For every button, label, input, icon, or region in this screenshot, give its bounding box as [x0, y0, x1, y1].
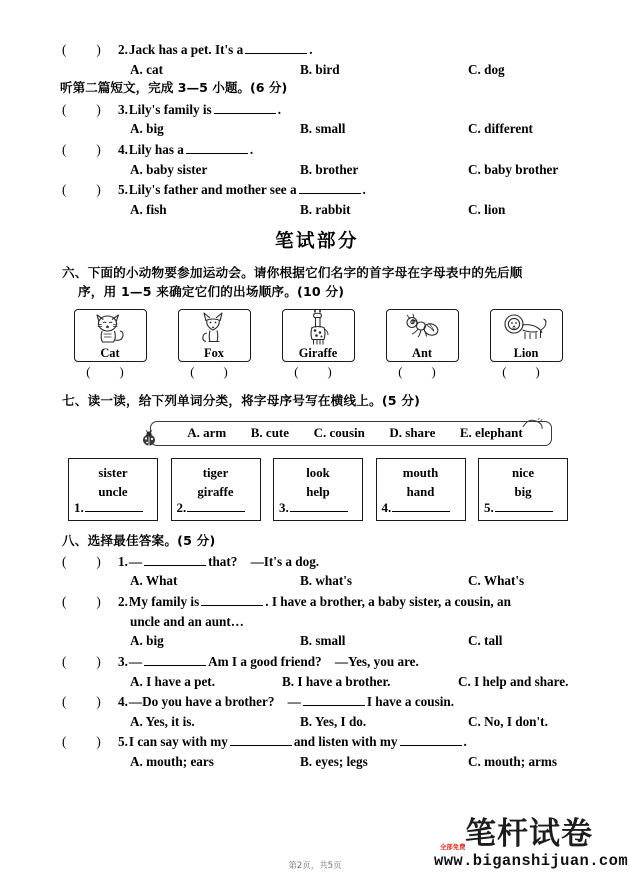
- options-row: [62, 63, 572, 76]
- category-number: 3.: [279, 499, 289, 515]
- question-number: 3.: [118, 653, 128, 669]
- question-stem: My family is: [128, 594, 200, 609]
- option-a[interactable]: A. Yes, it is.: [130, 713, 195, 729]
- option-c[interactable]: C. lion: [468, 201, 506, 217]
- category-box: [68, 458, 158, 521]
- options-row: [62, 715, 572, 728]
- option-a[interactable]: A. cat: [130, 61, 163, 77]
- animal-card-lion[interactable]: [490, 309, 563, 362]
- answer-blank[interactable]: [186, 142, 248, 154]
- question-stem-mid: and listen with my: [293, 734, 398, 750]
- question-stem-end: .: [277, 101, 281, 117]
- category-box-strip: [62, 458, 572, 521]
- option-a[interactable]: A. big: [130, 121, 164, 137]
- question-row: [62, 735, 572, 749]
- listening-instruction: 听第二篇短文，完成 3—5 小题。(6 分): [60, 80, 288, 96]
- category-word: giraffe: [197, 484, 234, 499]
- animal-label: Giraffe: [298, 345, 338, 360]
- ant-illustration-icon: [387, 310, 458, 347]
- question-row: [62, 594, 572, 608]
- option-a[interactable]: A. I have a pet.: [130, 673, 215, 689]
- question-stem: Lily's father and mother see a: [128, 182, 297, 198]
- answer-bracket[interactable]: ( ): [62, 734, 101, 750]
- category-word: look: [306, 465, 330, 480]
- question-number: 2.: [118, 41, 128, 57]
- answer-blank[interactable]: [214, 102, 276, 114]
- category-word: sister: [98, 465, 128, 480]
- giraffe-illustration-icon: [283, 310, 354, 347]
- question-number: 4.: [118, 694, 128, 710]
- section6-instruction-line1: 六、下面的小动物要参加运动会。请你根据它们名字的首字母在字母表中的先后顺: [62, 264, 523, 280]
- ribbon-tail-icon: [522, 418, 544, 430]
- option-b[interactable]: B. brother: [300, 161, 359, 177]
- option-c[interactable]: C. I help and share.: [458, 673, 569, 689]
- question-stem: I can say with my: [128, 734, 228, 750]
- option-b[interactable]: B. eyes; legs: [300, 754, 368, 770]
- animal-item: [484, 309, 568, 380]
- category-answer[interactable]: [382, 500, 451, 516]
- answer-bracket[interactable]: ( ): [62, 41, 101, 57]
- page-number-footer: 第2页，共5页: [288, 861, 342, 871]
- option-c[interactable]: C. dog: [468, 61, 505, 77]
- cat-illustration-icon: [75, 310, 146, 347]
- answer-blank[interactable]: [245, 42, 307, 54]
- question-stem-end: .: [362, 182, 366, 198]
- options-row: [62, 634, 572, 647]
- section8-instruction: 八、选择最佳答案。(5 分): [62, 532, 216, 548]
- option-b[interactable]: B. I have a brother.: [282, 673, 391, 689]
- answer-blank[interactable]: [144, 554, 206, 566]
- question-stem: —: [128, 553, 143, 569]
- word-bank-option-a[interactable]: A. arm: [187, 425, 227, 441]
- option-c[interactable]: C. tall: [468, 633, 503, 649]
- written-part-title: 笔试部分: [274, 230, 359, 252]
- answer-bracket[interactable]: ( ): [62, 653, 101, 669]
- question-row: [62, 654, 572, 668]
- answer-bracket[interactable]: ( ): [62, 694, 101, 710]
- answer-blank[interactable]: [201, 594, 263, 606]
- animal-answer-bracket[interactable]: ( ): [86, 364, 137, 379]
- answer-bracket[interactable]: ( ): [62, 141, 101, 157]
- animal-item: [172, 309, 256, 380]
- question-stem-continuation: uncle and an aunt…: [130, 613, 244, 629]
- option-a[interactable]: A. baby sister: [130, 161, 208, 177]
- fox-illustration-icon: [179, 310, 250, 347]
- animal-item: [380, 309, 464, 380]
- question-number: 3.: [118, 101, 128, 117]
- category-word: tiger: [202, 465, 229, 480]
- category-answer[interactable]: [177, 500, 246, 516]
- category-answer[interactable]: [74, 500, 143, 516]
- question-stem: —: [128, 653, 143, 669]
- animal-card-ant[interactable]: [386, 309, 459, 362]
- question-stem: Lily's family is: [128, 101, 212, 117]
- animal-card-giraffe[interactable]: [282, 309, 355, 362]
- animal-label: Cat: [100, 345, 120, 360]
- answer-bracket[interactable]: ( ): [62, 182, 101, 198]
- word-bank-box: [150, 421, 552, 446]
- option-b[interactable]: B. rabbit: [300, 201, 351, 217]
- question-stem: Lily has a: [128, 141, 184, 157]
- option-a[interactable]: A. fish: [130, 201, 167, 217]
- category-number: 4.: [381, 499, 392, 515]
- options-row: [62, 203, 572, 216]
- question-number: 2.: [118, 594, 128, 609]
- answer-bracket[interactable]: ( ): [62, 553, 101, 569]
- category-number: 2.: [176, 499, 187, 515]
- question-stem-end: . I have a brother, a baby sister, a cousin, an: [265, 594, 511, 609]
- question-row: [62, 554, 572, 568]
- answer-blank[interactable]: [392, 501, 450, 512]
- question-row: [62, 182, 572, 196]
- question-stem: Jack has a pet. It's a: [128, 41, 244, 57]
- page-body: [62, 42, 572, 775]
- watermark-free-badge: 全部免费: [440, 842, 466, 851]
- category-word: mouth: [402, 465, 439, 480]
- options-row: [62, 675, 572, 688]
- category-word: hand: [406, 484, 435, 499]
- category-word: nice: [511, 465, 535, 480]
- word-bank-option-d[interactable]: D. share: [389, 425, 436, 441]
- option-b[interactable]: B. small: [300, 633, 346, 649]
- animal-label: Fox: [204, 345, 224, 360]
- answer-blank[interactable]: [187, 501, 245, 512]
- options-row: [62, 755, 572, 768]
- question-row: [62, 142, 572, 156]
- options-row: [62, 122, 572, 135]
- question-stem-end: .: [309, 41, 313, 57]
- lion-illustration-icon: [491, 310, 562, 347]
- question-row: [62, 694, 572, 708]
- answer-blank[interactable]: [495, 501, 553, 512]
- category-number: 5.: [484, 499, 494, 515]
- question-stem-end: .: [249, 141, 254, 157]
- word-bank-option-e[interactable]: E. elephant: [459, 425, 523, 441]
- category-word: help: [306, 484, 330, 499]
- question-number: 1.: [118, 553, 128, 569]
- option-a[interactable]: A. big: [130, 633, 164, 649]
- option-a[interactable]: A. mouth; ears: [130, 754, 214, 770]
- animal-card-strip: [62, 309, 572, 380]
- options-row: [62, 163, 572, 176]
- animal-answer-bracket[interactable]: ( ): [294, 364, 345, 379]
- option-b[interactable]: B. small: [300, 121, 346, 137]
- word-bank-option-b[interactable]: B. cute: [250, 425, 290, 441]
- answer-bracket[interactable]: ( ): [62, 101, 101, 117]
- answer-blank[interactable]: [85, 501, 143, 512]
- option-a[interactable]: A. What: [130, 573, 178, 589]
- category-box: [376, 458, 466, 521]
- category-box: [478, 458, 568, 521]
- watermark-brand: 笔杆试卷: [465, 816, 593, 852]
- option-b[interactable]: B. what's: [300, 573, 353, 589]
- answer-blank[interactable]: [230, 735, 292, 747]
- answer-blank[interactable]: [400, 735, 462, 747]
- question-row: [62, 42, 572, 56]
- question-stem-end: Am I a good friend? —Yes, you are.: [208, 653, 419, 669]
- options-row: [62, 574, 572, 587]
- animal-answer-bracket[interactable]: ( ): [502, 364, 553, 379]
- animal-item: [276, 309, 360, 380]
- category-word: uncle: [98, 484, 128, 499]
- question-number: 5.: [118, 182, 128, 198]
- question-stem-end: .: [463, 734, 467, 750]
- answer-blank[interactable]: [303, 694, 365, 706]
- category-number: 1.: [74, 499, 84, 515]
- question-row: [62, 102, 572, 116]
- section7-instruction: 七、读一读，给下列单词分类，将字母序号写在横线上。(5 分): [62, 392, 421, 408]
- question-stem-end: I have a cousin.: [366, 694, 455, 710]
- option-c[interactable]: C. What's: [468, 573, 525, 589]
- option-b[interactable]: B. Yes, I do.: [300, 713, 367, 729]
- answer-blank[interactable]: [144, 654, 206, 666]
- option-b[interactable]: B. bird: [300, 61, 340, 77]
- animal-answer-bracket[interactable]: ( ): [190, 364, 241, 379]
- watermark-url: www.biganshijuan.com: [434, 852, 629, 870]
- option-c[interactable]: C. mouth; arms: [468, 754, 558, 770]
- answer-bracket[interactable]: ( ): [62, 594, 101, 609]
- ladybug-icon: [140, 430, 158, 447]
- question-stem: —Do you have a brother? —: [128, 694, 301, 710]
- option-c[interactable]: C. No, I don't.: [468, 713, 548, 729]
- section6-instruction-line2: 序，用 1—5 来确定它们的出场顺序。(10 分): [78, 283, 345, 299]
- animal-card-cat[interactable]: [74, 309, 147, 362]
- animal-label: Ant: [412, 345, 432, 360]
- animal-card-fox[interactable]: [178, 309, 251, 362]
- animal-label: Lion: [513, 345, 539, 360]
- animal-answer-bracket[interactable]: ( ): [398, 364, 449, 379]
- option-c[interactable]: C. baby brother: [468, 161, 559, 177]
- question-number: 4.: [118, 141, 128, 157]
- animal-item: [68, 309, 152, 380]
- question-number: 5.: [118, 734, 128, 750]
- category-answer[interactable]: [484, 500, 553, 516]
- category-answer[interactable]: [279, 500, 348, 516]
- question-stem-end: that? —It's a dog.: [208, 553, 320, 569]
- word-bank-option-c[interactable]: C. cousin: [313, 425, 365, 441]
- option-c[interactable]: C. different: [468, 121, 533, 137]
- answer-blank[interactable]: [290, 501, 348, 512]
- word-bank-wrapper: [140, 418, 552, 448]
- category-box: [273, 458, 363, 521]
- answer-blank[interactable]: [299, 182, 361, 194]
- category-word: big: [514, 484, 532, 499]
- category-box: [171, 458, 261, 521]
